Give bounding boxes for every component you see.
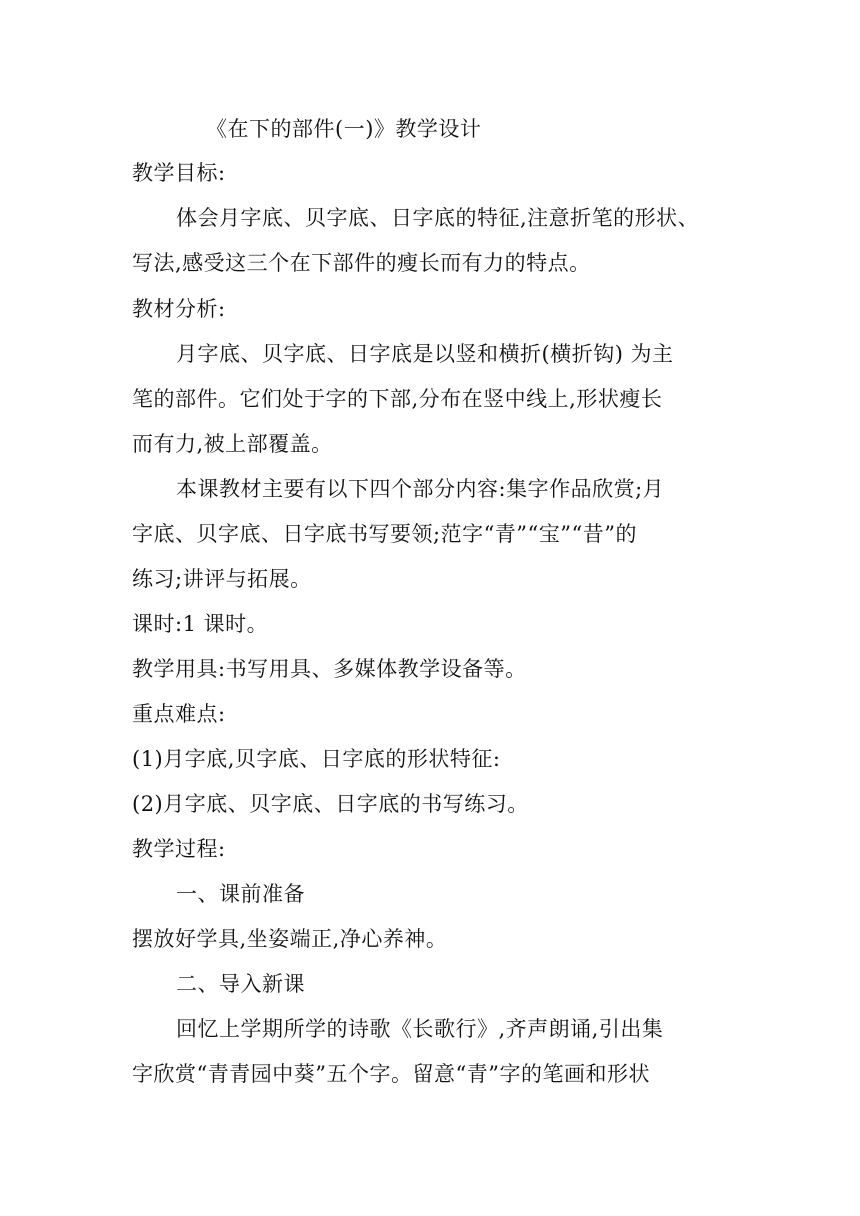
analysis-paragraph-line: 字底、贝字底、日字底书写要领;范字“青”“宝”“昔”的	[132, 522, 637, 546]
objectives-heading: 教学目标:	[132, 161, 226, 185]
key-points-heading: 重点难点:	[132, 702, 226, 726]
objectives-text-line: 体会月字底、贝字底、日字底的特征,注意折笔的形状、	[176, 206, 700, 230]
analysis-paragraph-line: 本课教材主要有以下四个部分内容:集字作品欣赏;月	[176, 477, 665, 501]
analysis-paragraph-line: 笔的部件。它们处于字的下部,分布在竖中线上,形状瘦长	[132, 387, 663, 411]
step-heading: 二、导入新课	[176, 972, 305, 996]
key-point-item: (2)月字底、贝字底、日字底的书写练习。	[132, 792, 529, 816]
document-title: 《在下的部件(一)》教学设计	[206, 117, 482, 141]
class-hours: 课时:1 课时。	[132, 612, 269, 636]
teaching-tools: 教学用具:书写用具、多媒体教学设备等。	[132, 657, 527, 681]
step-text-line: 字欣赏“青青园中葵”五个字。留意“青”字的笔画和形状	[132, 1062, 650, 1086]
objectives-text-line: 写法,感受这三个在下部件的瘦长而有力的特点。	[132, 251, 591, 275]
process-heading: 教学过程:	[132, 837, 226, 861]
analysis-paragraph-line: 而有力,被上部覆盖。	[132, 432, 333, 456]
step-text-line: 回忆上学期所学的诗歌《长歌行》,齐声朗诵,引出集	[176, 1017, 664, 1041]
analysis-paragraph-line: 练习;讲评与拓展。	[132, 567, 312, 591]
step-heading: 一、课前准备	[176, 882, 305, 906]
analysis-heading: 教材分析:	[132, 297, 226, 321]
key-point-item: (1)月字底,贝字底、日字底的形状特征:	[132, 747, 501, 771]
analysis-paragraph-line: 月字底、贝字底、日字底是以竖和横折(横折钩) 为主	[176, 342, 674, 366]
step-text: 摆放好学具,坐姿端正,净心养神。	[132, 927, 448, 951]
